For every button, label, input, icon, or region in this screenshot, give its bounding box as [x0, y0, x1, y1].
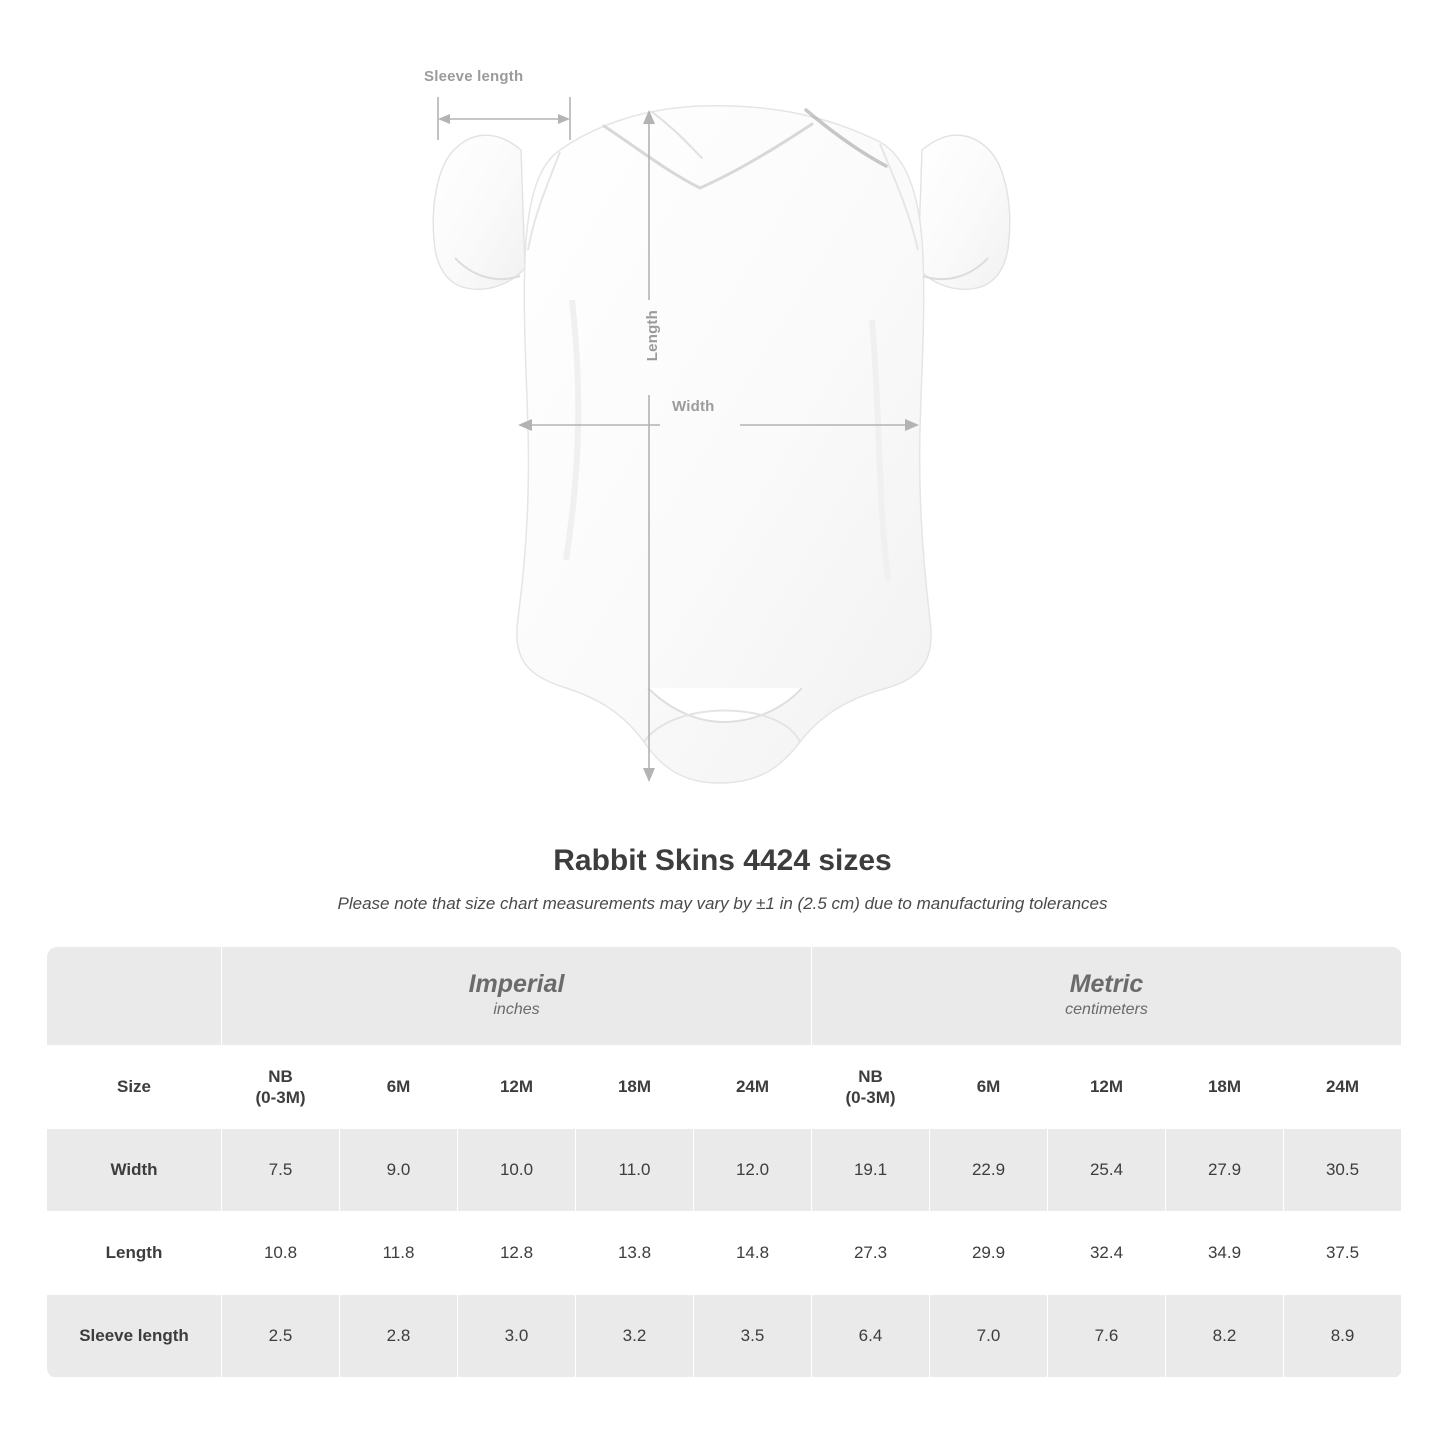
column-header-18m-imperial [576, 1046, 694, 1129]
cell-sleeve-12m-cm: 7.6 [1048, 1295, 1166, 1378]
column-header-sub: (0-3M) [255, 1088, 306, 1107]
cell-length-12m-in: 12.8 [458, 1212, 576, 1295]
cell-length-24m-cm: 37.5 [1284, 1212, 1402, 1295]
cell-width-6m-in: 9.0 [340, 1129, 458, 1212]
column-header-24m-imperial [694, 1046, 812, 1129]
unit-group-metric-unit: centimeters [1065, 1001, 1148, 1019]
cell-sleeve-12m-in: 3.0 [458, 1295, 576, 1378]
cell-width-6m-cm: 22.9 [930, 1129, 1048, 1212]
size-table [46, 946, 1402, 1378]
cell-sleeve-24m-in: 3.5 [694, 1295, 812, 1378]
cell-length-18m-in: 13.8 [576, 1212, 694, 1295]
column-header-nb-metric [812, 1046, 930, 1129]
column-header-sub: (0-3M) [845, 1088, 896, 1107]
column-header-main: 12M [1089, 1077, 1124, 1097]
cell-length-18m-cm: 34.9 [1166, 1212, 1284, 1295]
cell-sleeve-6m-in: 2.8 [340, 1295, 458, 1378]
column-header-main: 12M [499, 1077, 534, 1097]
unit-group-imperial [222, 947, 812, 1046]
unit-group-metric [812, 947, 1402, 1046]
size-table-wrapper [46, 946, 1399, 1378]
cell-width-nb-cm: 19.1 [812, 1129, 930, 1212]
units-header-row [47, 947, 1402, 1046]
cell-width-18m-cm: 27.9 [1166, 1129, 1284, 1212]
cell-sleeve-18m-in: 3.2 [576, 1295, 694, 1378]
row-label-length: Length [47, 1212, 222, 1295]
cell-sleeve-18m-cm: 8.2 [1166, 1295, 1284, 1378]
unit-group-imperial-unit: inches [493, 1001, 540, 1019]
unit-group-metric-name: Metric [1069, 970, 1144, 999]
column-header-24m-metric [1284, 1046, 1402, 1129]
column-header-12m-imperial [458, 1046, 576, 1129]
sleeve-length-dimension-label: Sleeve length [424, 68, 524, 85]
cell-width-24m-in: 12.0 [694, 1129, 812, 1212]
title-block [0, 844, 1445, 914]
cell-length-6m-cm: 29.9 [930, 1212, 1048, 1295]
units-corner-cell [47, 947, 222, 1046]
column-header-12m-metric [1048, 1046, 1166, 1129]
cell-width-12m-in: 10.0 [458, 1129, 576, 1212]
column-header-main: NB [268, 1066, 293, 1086]
cell-length-12m-cm: 32.4 [1048, 1212, 1166, 1295]
column-header-6m-metric [930, 1046, 1048, 1129]
column-header-main: 6M [976, 1077, 1001, 1097]
row-label-sleeve-length: Sleeve length [47, 1295, 222, 1378]
cell-width-24m-cm: 30.5 [1284, 1129, 1402, 1212]
table-row [47, 1295, 1402, 1378]
page-title: Rabbit Skins 4424 sizes [553, 844, 892, 877]
column-header-main: 18M [617, 1077, 652, 1097]
cell-width-12m-cm: 25.4 [1048, 1129, 1166, 1212]
column-header-main: 24M [1325, 1077, 1360, 1097]
cell-sleeve-nb-in: 2.5 [222, 1295, 340, 1378]
column-header-nb-imperial [222, 1046, 340, 1129]
column-header-18m-metric [1166, 1046, 1284, 1129]
cell-sleeve-6m-cm: 7.0 [930, 1295, 1048, 1378]
cell-sleeve-24m-cm: 8.9 [1284, 1295, 1402, 1378]
cell-length-nb-cm: 27.3 [812, 1212, 930, 1295]
cell-width-nb-in: 7.5 [222, 1129, 340, 1212]
length-dimension-label: Length [644, 310, 661, 362]
table-row [47, 1212, 1402, 1295]
size-header-label: Size [47, 1046, 222, 1129]
size-header-row [47, 1046, 1402, 1129]
column-header-6m-imperial [340, 1046, 458, 1129]
column-header-main: 6M [386, 1077, 411, 1097]
cell-width-18m-in: 11.0 [576, 1129, 694, 1212]
column-header-main: 24M [735, 1077, 770, 1097]
row-label-width: Width [47, 1129, 222, 1212]
cell-length-24m-in: 14.8 [694, 1212, 812, 1295]
column-header-main: NB [858, 1066, 883, 1086]
table-row [47, 1129, 1402, 1212]
column-header-main: 18M [1207, 1077, 1242, 1097]
tolerance-note: Please note that size chart measurements may vary by ±1 in (2.5 cm) due to manufacturing tolerances [337, 894, 1108, 913]
cell-sleeve-nb-cm: 6.4 [812, 1295, 930, 1378]
cell-length-6m-in: 11.8 [340, 1212, 458, 1295]
width-dimension-label: Width [672, 398, 715, 415]
cell-length-nb-in: 10.8 [222, 1212, 340, 1295]
unit-group-imperial-name: Imperial [468, 970, 565, 999]
